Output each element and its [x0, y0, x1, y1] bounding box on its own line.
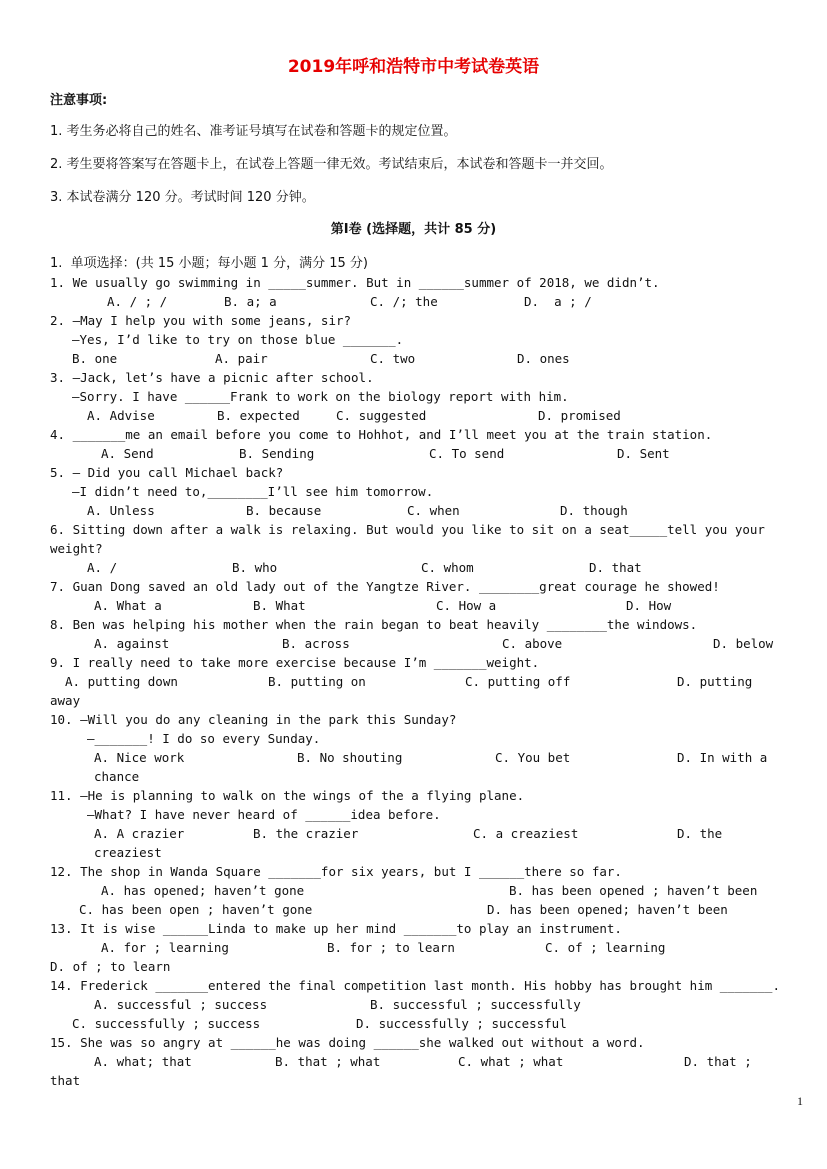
- option-d: D. How: [626, 598, 672, 613]
- option-c: C. You bet: [495, 750, 571, 765]
- option-d: D. a ; /: [524, 294, 592, 309]
- option-d: D. successfully ; successful: [356, 1016, 567, 1031]
- option-a: A. / ; /: [107, 294, 168, 309]
- question-15-stem: 15. She was so angry at ______he was doing ______she walked out without a word.: [50, 1035, 645, 1050]
- option-c: C. two: [370, 351, 416, 366]
- option-a: A. Unless: [87, 503, 155, 518]
- option-b: B. who: [232, 560, 278, 575]
- question-3-stem-2: —Sorry. I have ______Frank to work on the biology report with him.: [72, 389, 569, 404]
- option-d: D. though: [560, 503, 628, 518]
- option-c: C. whom: [421, 560, 474, 575]
- option-a: A. A crazier: [94, 826, 185, 841]
- option-d: D. below: [713, 636, 774, 651]
- question-12-stem: 12. The shop in Wanda Square _______for six years, but I ______there so far.: [50, 864, 622, 879]
- option-b: B. What: [253, 598, 306, 613]
- option-d: D. promised: [538, 408, 621, 423]
- option-b: B. has been opened ; haven’t been: [509, 883, 758, 898]
- note-item: 1. 考生务必将自己的姓名、准考证号填写在试卷和答题卡的规定位置。: [50, 124, 457, 139]
- question-13-stem: 13. It is wise ______Linda to make up her mind _______to play an instrument.: [50, 921, 622, 936]
- notes-heading: 注意事项:: [50, 93, 108, 108]
- question-14-stem: 14. Frederick _______entered the final competition last month. His hobby has brought him _______.: [50, 978, 780, 993]
- question-10-stem-2: —_______! I do so every Sunday.: [87, 731, 321, 746]
- option-a: A. Nice work: [94, 750, 185, 765]
- question-10-stem: 10. —Will you do any cleaning in the park this Sunday?: [50, 712, 457, 727]
- option-d-continued: that: [50, 1073, 81, 1088]
- option-a: A. /: [87, 560, 118, 575]
- option-a: A. what; that: [94, 1054, 192, 1069]
- question-1-stem: 1. We usually go swimming in _____summer. But in ______summer of 2018, we didn’t.: [50, 275, 660, 290]
- option-a: A. for ; learning: [101, 940, 229, 955]
- option-c: C. when: [407, 503, 460, 518]
- option-b: B. Sending: [239, 446, 315, 461]
- question-8-stem: 8. Ben was helping his mother when the rain began to beat heavily ________the windows.: [50, 617, 698, 632]
- option-d: D. In with a: [677, 750, 768, 765]
- note-item: 3. 本试卷满分 120 分。考试时间 120 分钟。: [50, 190, 315, 205]
- option-b: B. successful ; successfully: [370, 997, 581, 1012]
- option-c: C. /; the: [370, 294, 438, 309]
- option-b: B. putting on: [268, 674, 366, 689]
- option-c: C. what ; what: [458, 1054, 564, 1069]
- option-b: B. because: [246, 503, 322, 518]
- option-b: B. for ; to learn: [327, 940, 455, 955]
- page-number: 1: [797, 1094, 803, 1108]
- question-11-stem-2: —What? I have never heard of ______idea before.: [87, 807, 441, 822]
- option-b: B. a; a: [224, 294, 277, 309]
- option-d: D. Sent: [617, 446, 670, 461]
- question-9-stem: 9. I really need to take more exercise because I’m _______weight.: [50, 655, 540, 670]
- question-11-stem: 11. —He is planning to walk on the wings of the a flying plane.: [50, 788, 525, 803]
- option-a: A. against: [94, 636, 170, 651]
- option-b: B. No shouting: [297, 750, 403, 765]
- option-d-continued: away: [50, 693, 81, 708]
- option-c: C. has been open ; haven’t gone: [79, 902, 313, 917]
- question-4-stem: 4. _______me an email before you come to Hohhot, and I’ll meet you at the train station.: [50, 427, 713, 442]
- question-6-stem-2: weight?: [50, 541, 103, 556]
- option-b: B. across: [282, 636, 350, 651]
- section-title: 第Ⅰ卷 (选择题，共计 85 分): [330, 222, 497, 237]
- option-a: A. Send: [101, 446, 154, 461]
- option-d: D. that ;: [684, 1054, 752, 1069]
- question-2-stem: 2. —May I help you with some jeans, sir?: [50, 313, 352, 328]
- option-c: C. How a: [436, 598, 497, 613]
- option-c: C. putting off: [465, 674, 571, 689]
- option-c: C. successfully ; success: [72, 1016, 261, 1031]
- option-d: D. the: [677, 826, 723, 841]
- option-a: A. has opened; haven’t gone: [101, 883, 305, 898]
- question-2-stem-2: —Yes, I’d like to try on those blue _______.: [72, 332, 404, 347]
- question-5-stem-2: —I didn’t need to,________I’ll see him tomorrow.: [72, 484, 434, 499]
- option-d: D. has been opened; haven’t been: [487, 902, 728, 917]
- option-c: C. To send: [429, 446, 505, 461]
- option-b: A. pair: [215, 351, 268, 366]
- option-d: D. of ; to learn: [50, 959, 171, 974]
- question-7-stem: 7. Guan Dong saved an old lady out of the Yangtze River. ________great courage he showed!: [50, 579, 720, 594]
- option-a: A. Advise: [87, 408, 155, 423]
- option-d-continued: chance: [94, 769, 140, 784]
- option-c: C. of ; learning: [545, 940, 666, 955]
- option-b: B. that ; what: [275, 1054, 381, 1069]
- option-a: A. putting down: [65, 674, 178, 689]
- option-a: A. What a: [94, 598, 162, 613]
- option-b: B. the crazier: [253, 826, 359, 841]
- document-title: 2019年呼和浩特市中考试卷英语: [287, 57, 540, 77]
- option-a: B. one: [72, 351, 118, 366]
- option-d: D. putting: [677, 674, 753, 689]
- question-5-stem: 5. — Did you call Michael back?: [50, 465, 284, 480]
- option-c: C. a creaziest: [473, 826, 579, 841]
- option-b: B. expected: [217, 408, 300, 423]
- option-c: C. suggested: [336, 408, 427, 423]
- option-a: A. successful ; success: [94, 997, 268, 1012]
- option-d: D. ones: [517, 351, 570, 366]
- option-d: D. that: [589, 560, 642, 575]
- option-d-continued: creaziest: [94, 845, 162, 860]
- question-6-stem: 6. Sitting down after a walk is relaxing. But would you like to sit on a seat_____tell you your: [50, 522, 765, 537]
- part-title: 1. 单项选择：(共 15 小题；每小题 1 分，满分 15 分): [50, 256, 368, 271]
- question-3-stem: 3. —Jack, let’s have a picnic after school.: [50, 370, 374, 385]
- note-item: 2. 考生要将答案写在答题卡上，在试卷上答题一律无效。考试结束后，本试卷和答题卡一并交回。: [50, 157, 613, 172]
- option-c: C. above: [502, 636, 563, 651]
